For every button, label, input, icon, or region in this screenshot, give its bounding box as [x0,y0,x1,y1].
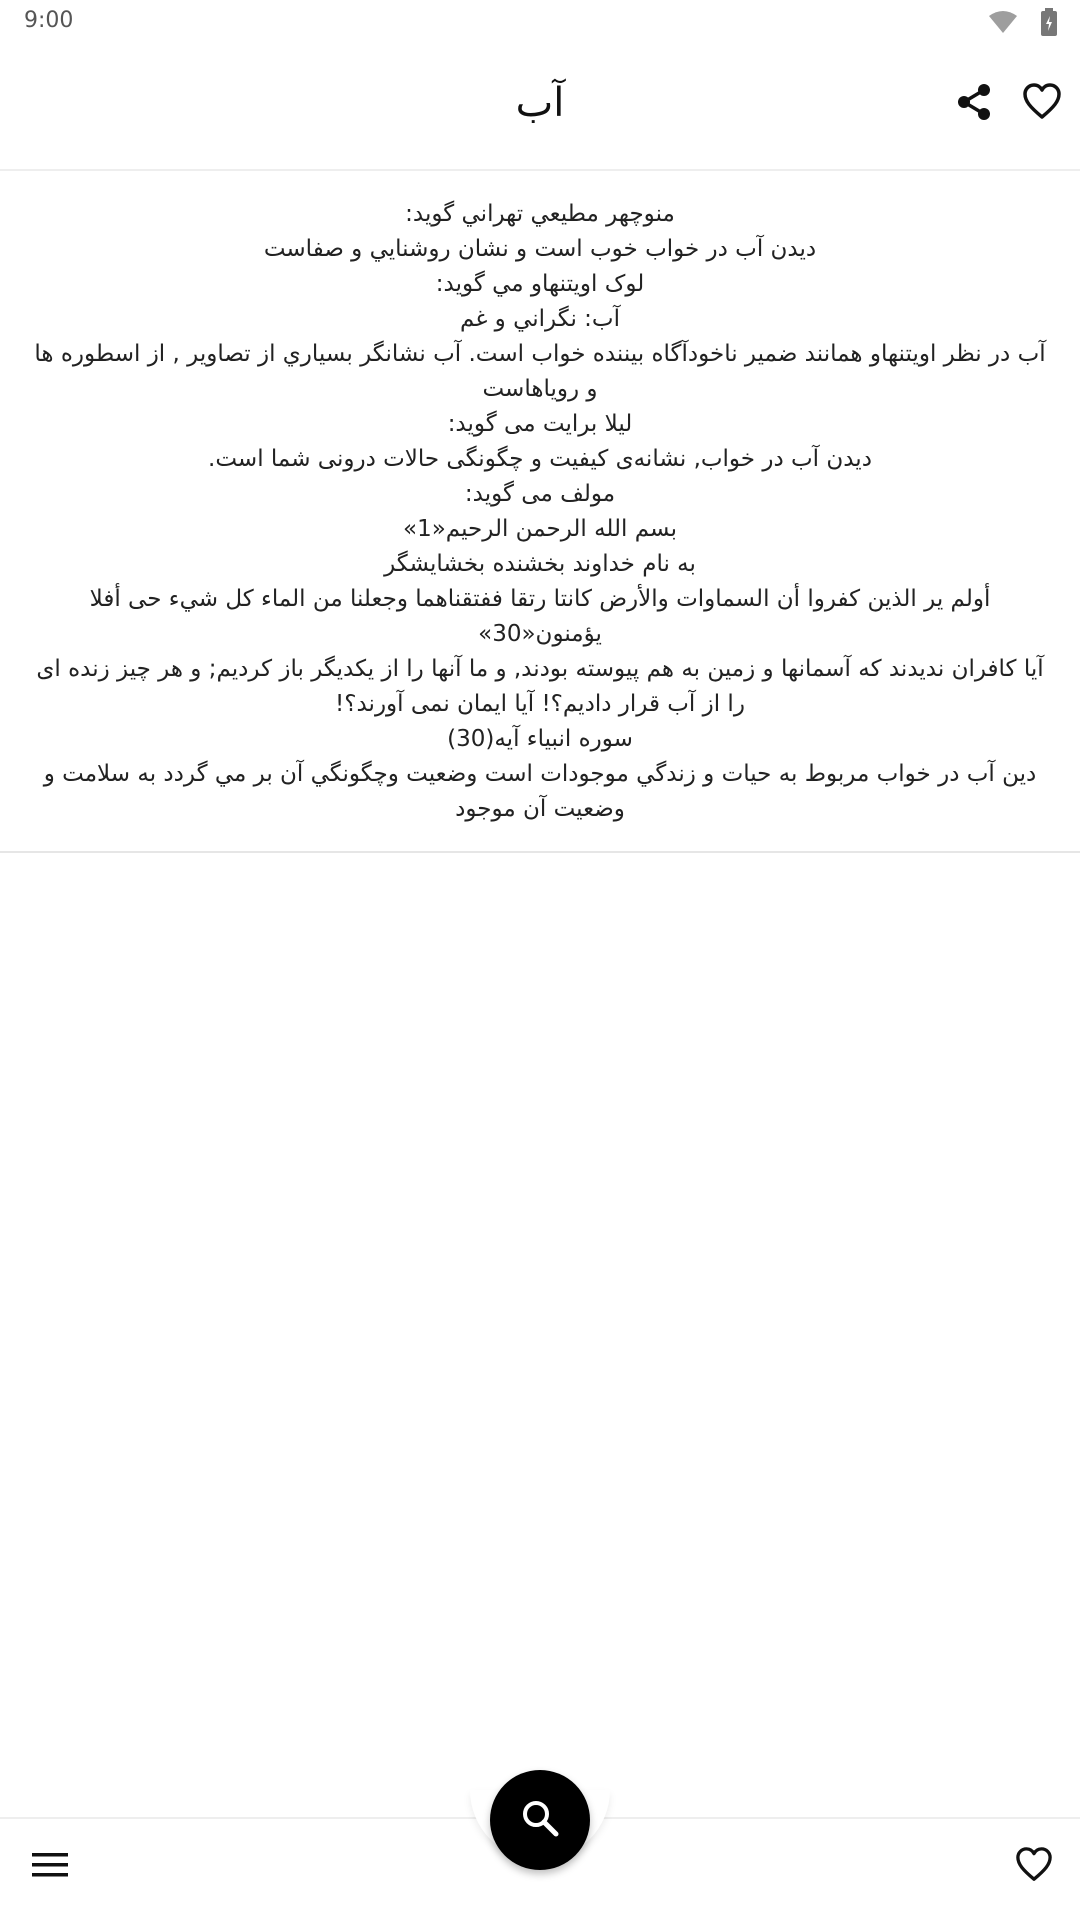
heart-icon [1022,83,1062,125]
content-line: لوک اويتنهاو مي گويد: [435,271,645,297]
battery-icon [1040,8,1058,40]
content-line: دیدن آب در خواب, نشانه‌ی کیفیت و چگونگی حالات درونی شما است. [208,446,872,472]
content-line: آب: نگراني و غم [460,306,620,332]
content-line: سوره انبياء آيه(30) [447,726,633,752]
page-title: آب [515,80,565,126]
favorite-button[interactable] [1020,82,1064,126]
app-bar [0,44,1080,171]
content-line: ليلا برايت می گويد: [447,411,633,437]
status-bar [0,0,1080,44]
content-line: به نام خداوند بخشنده بخشايشگر [384,551,696,577]
share-icon [955,82,993,126]
menu-button[interactable] [28,1845,72,1889]
content-line: دین آب در خواب مربوط به حيات و زندگي موجودات است وضعيت وچگونگي آن بر مي گردد به سلامت و وضعيت آن موجود [43,761,1037,822]
status-icons [988,8,1058,40]
share-button[interactable] [952,82,996,126]
wifi-icon [988,10,1018,38]
content-line: منوچهر مطیعي تهراني گويد: [405,201,675,227]
menu-icon [32,1851,68,1883]
content-line: بسم الله الرحمن الرحيم«1» [403,516,677,542]
content-body [0,171,1080,853]
app-actions [952,82,1064,126]
search-fab[interactable] [490,1770,590,1870]
content-line: آيا كافران نديدند كه آسمانها و زمين به هم پيوسته بودند, و ما آنها را از يكديگر باز كرديم; و هر چيز زنده ای را از آب قرار داديم؟! آيا ايمان نمی آورند؟! [36,656,1044,717]
favorites-nav-button[interactable] [1012,1845,1056,1889]
content-line: ديدن آب در خواب خوب است و نشان روشنايي و صفاست [263,236,817,262]
search-icon [520,1798,560,1842]
content-line: آب در نظر اويتنهاو همانند ضمير ناخودآگاه بيننده خواب است. آب نشانگر بسياري از تصاوير , از اسطوره ها و روياهاست [34,341,1046,402]
heart-icon [1015,1847,1053,1887]
status-time: 9:00 [24,8,74,33]
content-line: أولم ير الذين كفروا أن السماوات والأرض كانتا رتقا ففتقناهما وجعلنا من الماء كل شيء حی أفلا يؤمنون«30» [89,586,991,647]
content-line: مولف می گوید: [464,481,616,507]
